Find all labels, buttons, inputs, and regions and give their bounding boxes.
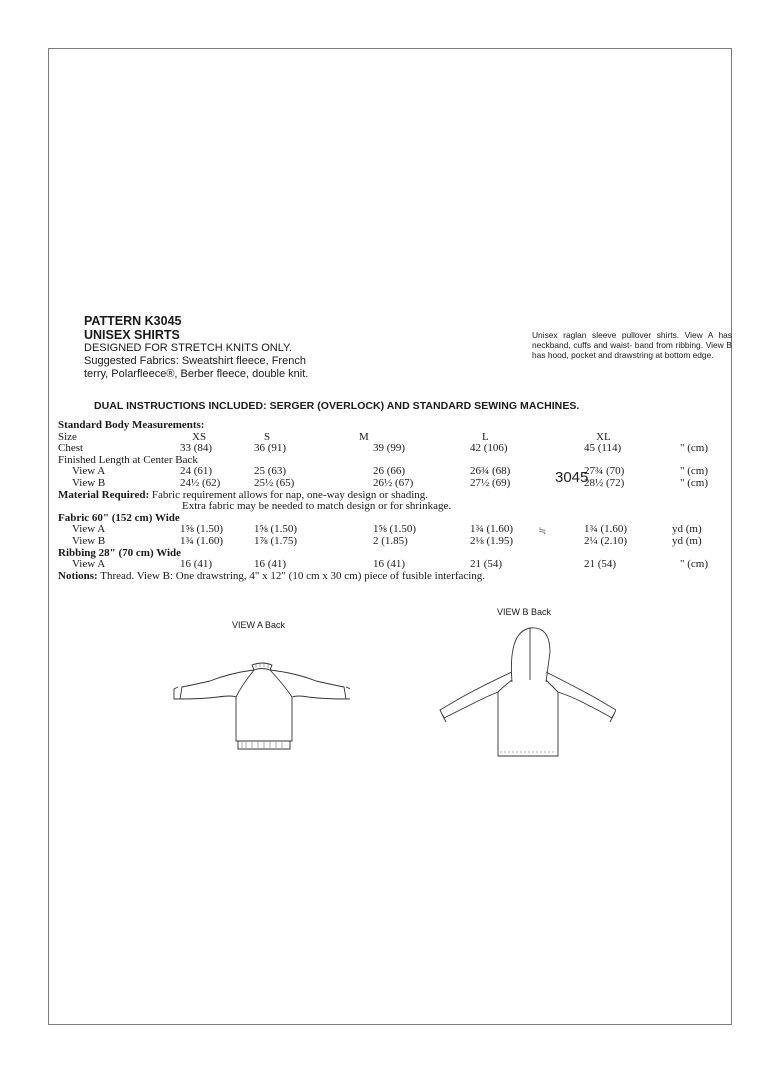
size-m: M (359, 430, 369, 443)
length-b-s: 25½ (65) (254, 477, 295, 489)
fabric-a-m: 1⅝ (1.50) (373, 523, 417, 536)
ribbing-a-unit: " (cm) (680, 558, 709, 571)
fabric-a-s: 1⅝ (1.50) (254, 523, 298, 536)
pattern-header (84, 314, 404, 381)
suggested-fabrics-line-2: terry, Polarfleece®, Berber fleece, double knit. (84, 368, 309, 380)
length-a-l: 26¾ (68) (470, 465, 511, 478)
view-b-back-illustration (436, 622, 616, 762)
fabric-b-m: 2 (1.85) (373, 535, 408, 547)
chest-l: 42 (106) (470, 442, 508, 455)
pattern-number: PATTERN K3045 (84, 314, 182, 328)
length-a-s: 25 (63) (254, 465, 287, 478)
length-b-xs: 24½ (62) (180, 477, 221, 489)
material-label: Material Required: (58, 488, 150, 501)
size-l: L (482, 430, 489, 443)
fabric-a-xl: 1¾ (1.60) (584, 523, 628, 536)
ribbing-a-s: 16 (41) (254, 558, 287, 571)
material-text-2: Extra fabric may be needed to match design or for shrinkage. (182, 500, 452, 513)
standard-body-heading: Standard Body Measurements: (58, 419, 205, 431)
notions (58, 571, 485, 583)
ribbing-a-m: 16 (41) (373, 558, 406, 571)
chest-xl: 45 (114) (584, 442, 622, 455)
size-label: Size (58, 430, 77, 443)
dual-instructions-note: DUAL INSTRUCTIONS INCLUDED: SERGER (OVERLOCK) AND STANDARD SEWING MACHINES. (94, 400, 580, 412)
fabric-b-xs: 1¾ (1.60) (180, 535, 224, 547)
fabric-a-unit: yd (m) (672, 523, 702, 536)
knits-note: DESIGNED FOR STRETCH KNITS ONLY. (84, 342, 293, 354)
pattern-description: Unisex raglan sleeve pullover shirts. View A has neckband, cuffs and waist- band from ribbing. View B has hood, pocket and drawstring at bottom edge. (532, 330, 732, 361)
length-view-b-label: View B (72, 477, 106, 489)
notions-label: Notions: (58, 569, 98, 582)
size-xl: XL (596, 430, 611, 443)
fabric-view-a-label: View A (72, 523, 106, 536)
ribbing-heading: Ribbing 28" (70 cm) Wide (58, 546, 182, 559)
view-a-back-illustration (170, 655, 350, 755)
view-b-label: VIEW B Back (497, 607, 552, 617)
length-a-unit: " (cm) (680, 465, 709, 478)
size-xs: XS (192, 430, 207, 443)
length-a-xl: 27¾ (70) (584, 465, 625, 478)
length-b-unit: " (cm) (680, 477, 709, 489)
length-b-xl: 28½ (72) (584, 477, 625, 489)
notions-text: Thread. View B: One drawstring, 4" x 12" (10 cm x 30 cm) piece of fusible interfacing. (100, 569, 486, 582)
chest-m: 39 (99) (373, 442, 406, 455)
length-view-a-label: View A (72, 465, 106, 478)
fabric-heading: Fabric 60" (152 cm) Wide (58, 511, 180, 524)
material-text: Fabric requirement allows for nap, one-way design or shading. (151, 488, 429, 501)
chest-unit: " (cm) (680, 442, 709, 455)
view-a-label: VIEW A Back (232, 620, 286, 630)
ribbing-view-a-label: View A (72, 558, 106, 571)
finished-length-label: Finished Length at Center Back (58, 453, 198, 466)
ribbing-a-xs: 16 (41) (180, 558, 213, 571)
length-b-l: 27½ (69) (470, 477, 511, 489)
pattern-title: UNISEX SHIRTS (84, 328, 180, 342)
pattern-stamp: 3045 (555, 469, 589, 486)
ribbing-a-l: 21 (54) (470, 558, 503, 571)
fabric-a-l: 1¾ (1.60) (470, 523, 514, 536)
size-s: S (264, 430, 271, 443)
length-a-xs: 24 (61) (180, 465, 213, 478)
fabric-b-s: 1⅞ (1.75) (254, 535, 298, 547)
chest-xs: 33 (84) (180, 442, 213, 455)
measurements-table (58, 420, 738, 590)
chest-s: 36 (91) (254, 442, 287, 455)
pen-mark: ≒ (537, 525, 548, 538)
fabric-b-l: 2⅛ (1.95) (470, 535, 514, 547)
fabric-b-unit: yd (m) (672, 535, 702, 547)
fabric-a-xs: 1⅝ (1.50) (180, 523, 224, 536)
fabric-b-xl: 2¼ (2.10) (584, 535, 628, 547)
suggested-fabrics-line-1: Suggested Fabrics: Sweatshirt fleece, French (84, 355, 306, 367)
chest-label: Chest (58, 442, 84, 455)
length-b-m: 26½ (67) (373, 477, 414, 489)
fabric-view-b-label: View B (72, 535, 106, 547)
length-a-m: 26 (66) (373, 465, 406, 478)
ribbing-a-xl: 21 (54) (584, 558, 617, 571)
